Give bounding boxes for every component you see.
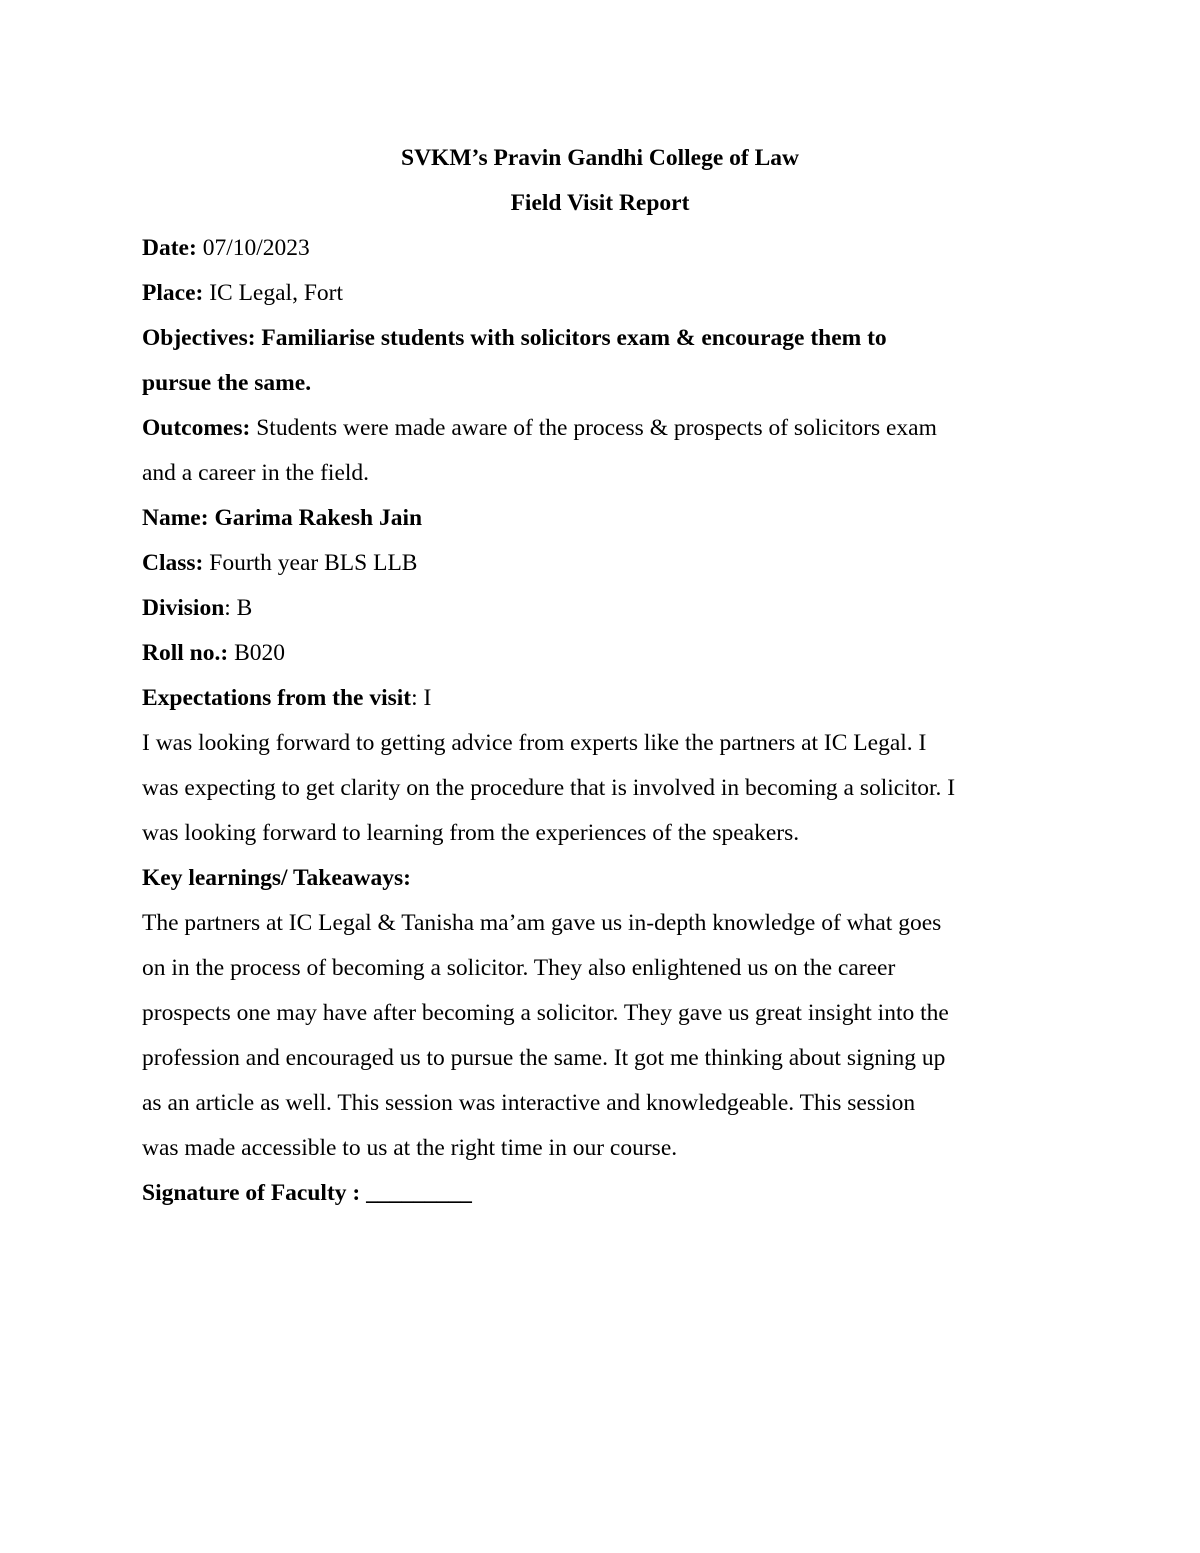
signature-blank: _________	[360, 1180, 472, 1206]
class-value: Fourth year BLS LLB	[203, 550, 418, 576]
name-row	[142, 496, 1072, 541]
objectives-label: Objectives:	[142, 325, 256, 351]
roll-label: Roll no.:	[142, 640, 229, 666]
report-title: Field Visit Report	[510, 190, 690, 216]
learnings-line: was made accessible to us at the right time in our course.	[142, 1135, 678, 1161]
roll-value: B020	[228, 640, 285, 666]
expectations-line: was looking forward to learning from the experiences of the speakers.	[142, 820, 800, 846]
place-row	[142, 271, 1072, 316]
place-label: Place:	[142, 280, 204, 306]
objectives-text-line2: pursue the same.	[142, 370, 312, 396]
objectives-text-line1: Familiarise students with solicitors exam & encourage them to	[255, 325, 887, 351]
college-name: SVKM’s Pravin Gandhi College of Law	[401, 145, 799, 171]
date-row	[142, 226, 1072, 271]
learnings-line: prospects one may have after becoming a solicitor. They gave us great insight into the	[142, 1000, 949, 1026]
date-value: 07/10/2023	[196, 235, 310, 261]
outcomes-text-line1: Students were made aware of the process & prospects of solicitors exam	[250, 415, 937, 441]
expectations-label: Expectations from the visit	[142, 685, 412, 711]
expectations-suffix: : I	[411, 685, 432, 711]
class-label: Class:	[142, 550, 204, 576]
learnings-label: Key learnings/ Takeaways:	[142, 865, 411, 891]
learnings-line: profession and encouraged us to pursue the same. It got me thinking about signing up	[142, 1045, 946, 1071]
report-body	[142, 136, 1072, 1216]
expectations-row	[142, 676, 1072, 721]
learnings-line: as an article as well. This session was interactive and knowledgeable. This session	[142, 1090, 916, 1116]
date-label: Date:	[142, 235, 197, 261]
outcomes-row	[142, 406, 1072, 451]
objectives-row	[142, 316, 1072, 361]
signature-label: Signature of Faculty :	[142, 1180, 361, 1206]
signature-row	[142, 1171, 1072, 1216]
roll-row	[142, 631, 1072, 676]
learnings-line: on in the process of becoming a solicitor. They also enlightened us on the career	[142, 955, 896, 981]
name-value: Garima Rakesh Jain	[208, 505, 423, 531]
division-row	[142, 586, 1072, 631]
expectations-line: was expecting to get clarity on the procedure that is involved in becoming a solicitor. I	[142, 775, 956, 801]
place-value: IC Legal, Fort	[203, 280, 343, 306]
name-label: Name:	[142, 505, 209, 531]
outcomes-label: Outcomes:	[142, 415, 251, 441]
expectations-line: I was looking forward to getting advice from experts like the partners at IC Legal. I	[142, 730, 927, 756]
division-label: Division	[142, 595, 225, 621]
division-value: : B	[224, 595, 253, 621]
outcomes-text-line2: and a career in the field.	[142, 460, 370, 486]
class-row	[142, 541, 1072, 586]
learnings-line: The partners at IC Legal & Tanisha ma’am gave us in-depth knowledge of what goes	[142, 910, 942, 936]
